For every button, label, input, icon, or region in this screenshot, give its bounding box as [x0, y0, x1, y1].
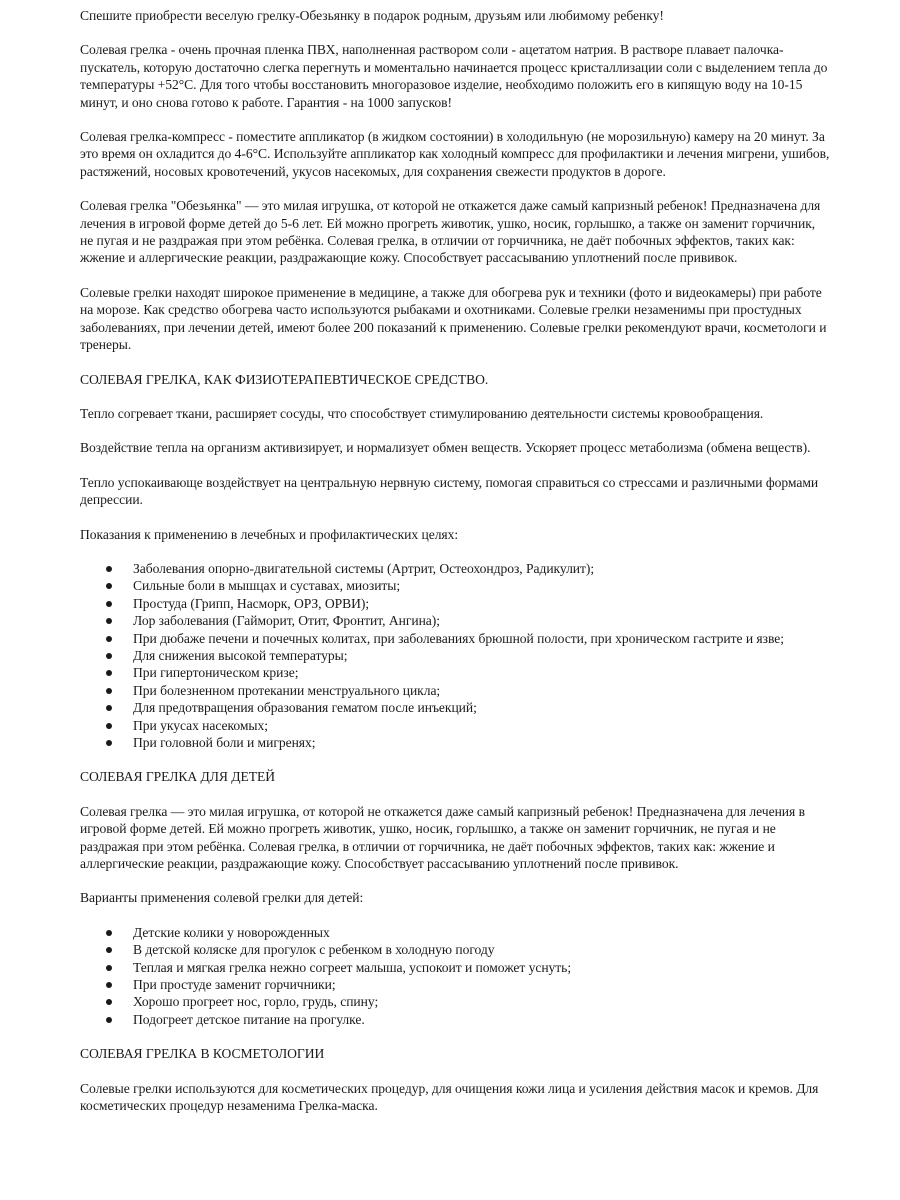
paragraph: Солевая грелка - очень прочная пленка ПВХ, наполненная раствором соли - ацетатом натрия. В растворе плавает палочка-пускатель, которую достаточно слегка перегнуть и моментально начинается процесс кристаллизации соли с выделением тепла до температуры +52°С. Для того чтобы восстановить многоразовое изделие, необходимо положить его в кипящую воду на 10-15 минут, и оно снова готово к работе. Гарантия - на 1000 запусков! [80, 42, 828, 110]
bullet-icon [106, 930, 112, 936]
paragraph: Солевые грелки используются для косметических процедур, для очищения кожи лица и усиления действия масок и кремов. Для косметических процедур незаменима Грелка-маска. [80, 1080, 819, 1114]
list-item: Сильные боли в мышцах и суставах, миозиты; [80, 577, 830, 594]
list-item: Для предотвращения образования гематом после инъекций; [80, 699, 830, 716]
list-item: При дюбаже печени и почечных колитах, при заболеваниях брюшной полости, при хроническом гастрите и язве; [80, 630, 830, 647]
bullet-icon [106, 636, 112, 642]
bullet-icon [106, 723, 112, 729]
bullet-icon [106, 947, 112, 953]
bullet-icon [106, 688, 112, 694]
list-item: При болезненном протекании менструального цикла; [80, 682, 830, 699]
bullet-icon [106, 982, 112, 988]
list-item: Заболевания опорно-двигательной системы (Артрит, Остеохондроз, Радикулит); [80, 560, 830, 577]
paragraph: Солевые грелки находят широкое применение в медицине, а также для обогрева рук и техники (фото и видеокамеры) при работе на морозе. Как средство обогрева часто используются рыбаками и охотниками. Солевые грелки незаменимы при простудных заболеваниях, при лечении детей, имеют более 200 показаний к применению. Солевые грелки рекомендуют врачи, косметологи и тренеры. [80, 284, 827, 353]
list-item: Для снижения высокой температуры; [80, 647, 830, 664]
list-item: При простуде заменит горчичники; [80, 976, 830, 993]
intro-text: Спешите приобрести веселую грелку-Обезьянку в подарок родным, друзьям или любимому ребенку! [80, 8, 664, 23]
bullet-icon [106, 601, 112, 607]
list-item: Лор заболевания (Гайморит, Отит, Фронтит, Ангина); [80, 612, 830, 629]
bullet-icon [106, 653, 112, 659]
section-heading-cosmetology: СОЛЕВАЯ ГРЕЛКА В КОСМЕТОЛОГИИ [80, 1046, 325, 1062]
bullet-icon [106, 670, 112, 676]
list-item: В детской коляске для прогулок с ребенком в холодную погоду [80, 941, 830, 958]
section-heading-kids: СОЛЕВАЯ ГРЕЛКА ДЛЯ ДЕТЕЙ [80, 769, 276, 785]
list-item: Простуда (Грипп, Насморк, ОРЗ, ОРВИ); [80, 595, 830, 612]
list-intro: Показания к применению в лечебных и профилактических целях: [80, 526, 459, 542]
section-heading-physio: СОЛЕВАЯ ГРЕЛКА, КАК ФИЗИОТЕРАПЕВТИЧЕСКОЕ СРЕДСТВО. [80, 371, 489, 387]
list-item: При укусах насекомых; [80, 717, 830, 734]
paragraph: Солевая грелка-компресс - поместите аппликатор (в жидком состоянии) в холодильную (не морозильную) камеру на 20 минут. За это время он охладится до 4-6°С. Используйте аппликатор как холодный компресс для профилактики и лечения мигрени, ушибов, растяжений, носовых кровотечений, укусов насекомых, для сохранения свежести продуктов в дороге. [80, 129, 830, 179]
bullet-icon [106, 1017, 112, 1023]
paragraph: Тепло успокаивающе воздействует на центральную нервную систему, помогая справиться со стрессами и различными формами депрессии. [80, 474, 819, 508]
paragraph: Тепло согревает ткани, расширяет сосуды, что способствует стимулированию деятельности системы кровообращения. [80, 405, 764, 421]
bullet-icon [106, 740, 112, 746]
list-item: При гипертоническом кризе; [80, 664, 830, 681]
list-item: Хорошо прогреет нос, горло, грудь, спину; [80, 993, 830, 1010]
paragraph: Солевая грелка — это милая игрушка, от которой не откажется даже самый капризный ребенок! Предназначена для лечения в игровой форме детей. Ей можно прогреть животик, ушко, носик, горлышко, а также он заменит горчичник, не пугая и не раздражая при этом ребёнка. Солевая грелка, в отличии от горчичника, не даёт побочных эффектов, таких как: жжение и аллергические реакции, раздражающие кожу. Способствует рассасыванию уплотнений после прививок. [80, 803, 805, 872]
list-item: Подогреет детское питание на прогулке. [80, 1011, 830, 1028]
bullet-icon [106, 999, 112, 1005]
bullet-icon [106, 965, 112, 971]
bullet-icon [106, 618, 112, 624]
kids-usage-list [80, 924, 830, 1028]
indications-list [80, 560, 830, 751]
bullet-icon [106, 705, 112, 711]
list-intro: Варианты применения солевой грелки для детей: [80, 890, 364, 906]
list-item: Теплая и мягкая грелка нежно согреет малыша, успокоит и поможет уснуть; [80, 959, 830, 976]
list-item: Детские колики у новорожденных [80, 924, 830, 941]
list-item: При головной боли и мигренях; [80, 734, 830, 751]
bullet-icon [106, 566, 112, 572]
paragraph: Воздействие тепла на организм активизирует, и нормализует обмен веществ. Ускоряет процесс метаболизма (обмена веществ). [80, 440, 811, 456]
paragraph: Солевая грелка "Обезьянка" — это милая игрушка, от которой не откажется даже самый капризный ребенок! Предназначена для лечения в игровой форме детей до 5-6 лет. Ей можно прогреть животик, ушко, носик, горлышко, а также он заменит горчичник, не пугая и не раздражая при этом ребёнка. Солевая грелка, в отличии от горчичника, не даёт побочных эффектов, таких как: жжение и аллергические реакции, раздражающие кожу. Способствует рассасыванию уплотнений после прививок. [80, 198, 821, 266]
bullet-icon [106, 583, 112, 589]
